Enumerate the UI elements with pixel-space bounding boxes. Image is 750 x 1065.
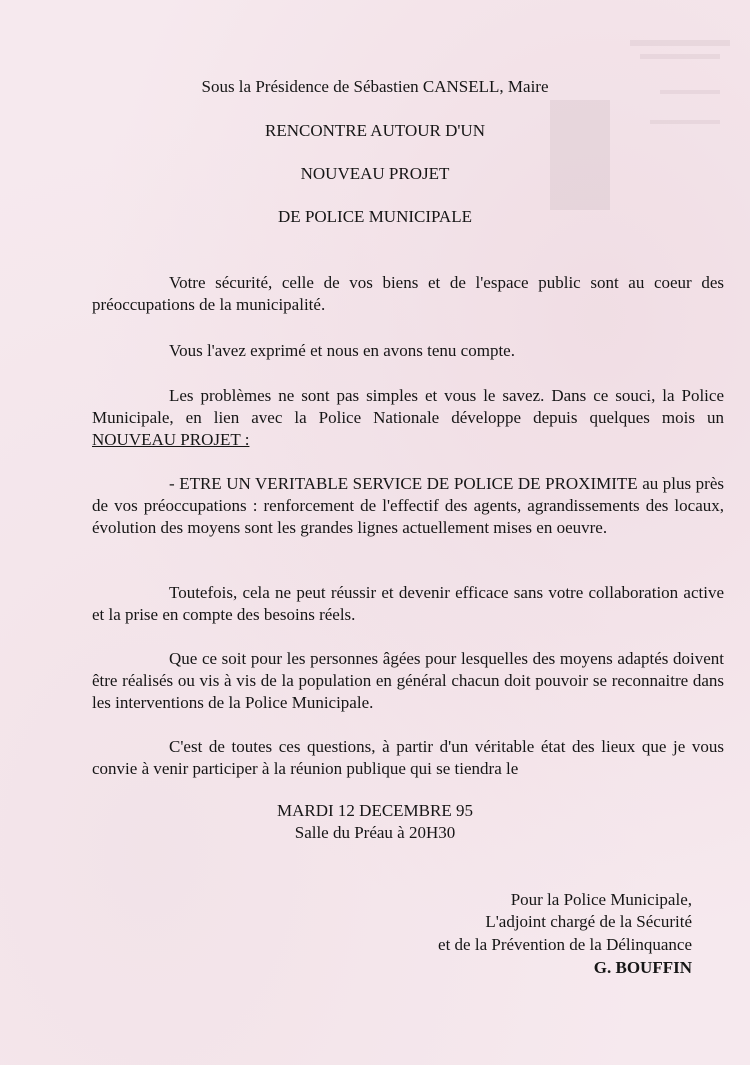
signature-line-1: Pour la Police Municipale, xyxy=(510,890,692,909)
paragraph-problemes xyxy=(92,385,724,451)
paragraph-collaboration: Toutefois, cela ne peut réussir et devenir efficace sans votre collaboration active et la prise en compte des besoins réels. xyxy=(92,583,724,624)
title-line-3: DE POLICE MUNICIPALE xyxy=(278,207,472,226)
paragraph-proximite: - ETRE UN VERITABLE SERVICE DE POLICE DE PROXIMITE au plus près de vos préoccupations : renforcement de l'effectif des agents, agrandissements des locaux, évolution des moyens sont les grandes lignes actuellement mises en oeuvre. xyxy=(92,474,724,537)
paragraph-problemes-text: Les problèmes ne sont pas simples et vous le savez. Dans ce souci, la Police Municipale, en lien avec la Police Nationale développe depuis quelques mois un xyxy=(92,386,724,427)
paragraph-securite: Votre sécurité, celle de vos biens et de l'espace public sont au coeur des préoccupations de la municipalité. xyxy=(92,273,724,314)
presidence-line: Sous la Présidence de Sébastien CANSELL, Maire xyxy=(201,77,549,96)
paragraph-personnes-agees: Que ce soit pour les personnes âgées pour lesquelles des moyens adaptés doivent être réalisés ou vis à vis de la population en général chacun doit pouvoir se reconnaitre dans les interventions de la Police Municipale. xyxy=(92,649,724,712)
signature-line-2: L'adjoint chargé de la Sécurité xyxy=(485,912,692,931)
signature-line-3: et de la Prévention de la Délinquance xyxy=(438,935,692,954)
title-line-2: NOUVEAU PROJET xyxy=(300,164,450,183)
event-location: Salle du Préau à 20H30 xyxy=(294,823,456,842)
signature-name: G. BOUFFIN xyxy=(593,958,692,977)
event-date: MARDI 12 DECEMBRE 95 xyxy=(277,801,473,820)
title-line-1: RENCONTRE AUTOUR D'UN xyxy=(265,121,485,140)
paragraph-exprime: Vous l'avez exprimé et nous en avons tenu compte. xyxy=(169,341,515,360)
paragraph-convocation: C'est de toutes ces questions, à partir d'un véritable état des lieux que je vous convie à venir participer à la réunion publique qui se tiendra le xyxy=(92,737,724,778)
nouveau-projet-emphasis: NOUVEAU PROJET : xyxy=(92,430,250,449)
